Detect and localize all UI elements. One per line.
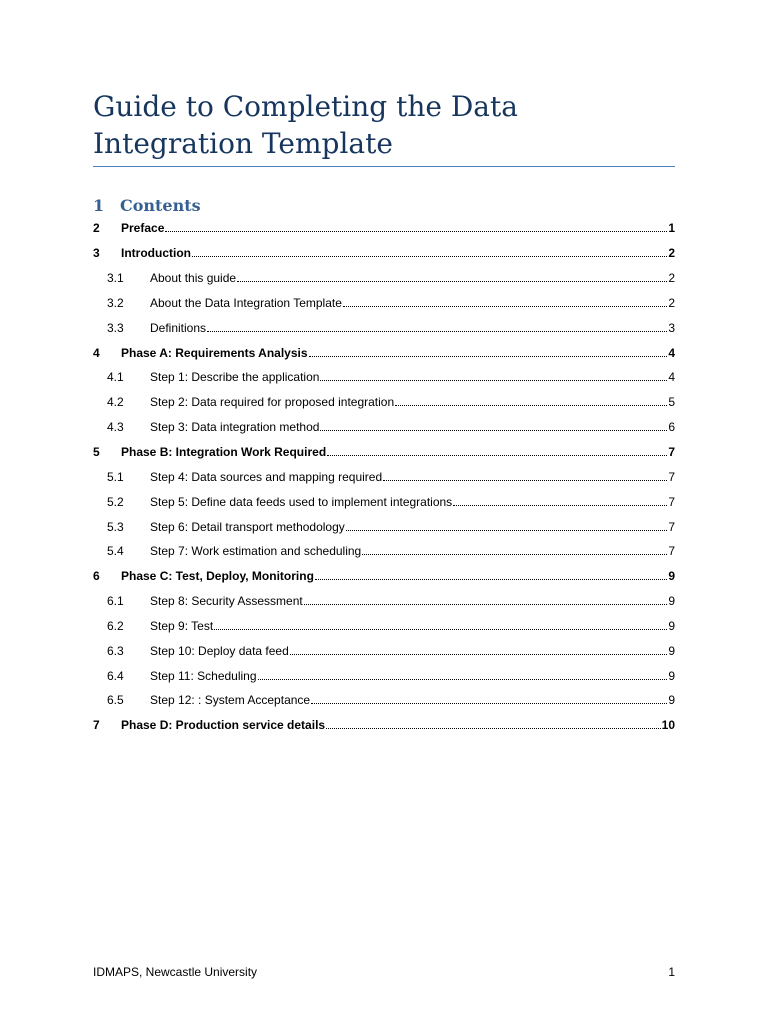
toc-entry-page-number: 9	[668, 668, 675, 683]
toc-entry-line	[150, 520, 675, 534]
toc-entry[interactable]	[93, 514, 675, 539]
toc-entry-line	[150, 693, 675, 707]
toc-entry[interactable]	[93, 539, 675, 564]
toc-entry-title: Step 1: Describe the application	[150, 370, 320, 385]
toc-entry-number: 5	[93, 445, 100, 460]
toc-entry[interactable]	[93, 315, 675, 340]
toc-entry-title: Preface	[121, 221, 165, 236]
toc-entry-page-number: 2	[668, 271, 675, 286]
toc-entry-number: 3.2	[107, 295, 124, 310]
toc-entry[interactable]	[93, 713, 675, 738]
toc-entry-line	[121, 718, 675, 732]
toc-entry-page-number: 2	[668, 246, 675, 261]
toc-entry-page-number: 2	[668, 295, 675, 310]
toc-entry-line	[150, 370, 675, 384]
toc-entry-title: Phase A: Requirements Analysis	[121, 345, 308, 360]
toc-entry-line	[150, 644, 675, 658]
toc-entry-line	[121, 569, 675, 583]
toc-dot-leader	[395, 405, 667, 406]
toc-entry[interactable]	[93, 266, 675, 291]
toc-entry-page-number: 9	[668, 594, 675, 609]
footer-page-number: 1	[668, 965, 675, 979]
toc-entry-title: Step 12: : System Acceptance	[150, 693, 311, 708]
toc-entry-title: About the Data Integration Template	[150, 295, 342, 310]
toc-entry[interactable]	[93, 464, 675, 489]
toc-entry[interactable]	[93, 365, 675, 390]
toc-entry-title: Step 4: Data sources and mapping required	[150, 469, 383, 484]
toc-entry[interactable]	[93, 489, 675, 514]
toc-entry-page-number: 4	[668, 370, 675, 385]
toc-dot-leader	[237, 281, 667, 282]
toc-entry-line	[150, 271, 675, 285]
toc-entry-number: 6.1	[107, 594, 124, 609]
toc-dot-leader	[258, 679, 668, 680]
toc-dot-leader	[214, 629, 667, 630]
title-underline	[93, 166, 675, 167]
toc-entry-number: 4	[93, 345, 100, 360]
toc-entry-number: 7	[93, 718, 100, 733]
toc-entry-line	[150, 495, 675, 509]
toc-dot-leader	[207, 331, 667, 332]
toc-entry-page-number: 7	[668, 494, 675, 509]
toc-entry[interactable]	[93, 440, 675, 465]
toc-dot-leader	[320, 430, 667, 431]
toc-dot-leader	[346, 530, 668, 531]
toc-entry-page-number: 5	[668, 395, 675, 410]
toc-entry-line	[150, 619, 675, 633]
toc-dot-leader	[192, 256, 667, 257]
toc-entry-title: Phase C: Test, Deploy, Monitoring	[121, 569, 314, 584]
toc-entry-page-number: 1	[668, 221, 675, 236]
toc-dot-leader	[309, 356, 668, 357]
toc-dot-leader	[326, 728, 661, 729]
toc-entry-number: 5.4	[107, 544, 124, 559]
toc-entry-number: 3.3	[107, 320, 124, 335]
toc-entry[interactable]	[93, 340, 675, 365]
toc-entry-number: 6.4	[107, 668, 124, 683]
contents-heading-number: 1	[93, 196, 105, 215]
toc-entry[interactable]	[93, 688, 675, 713]
page-footer	[93, 965, 675, 979]
toc-entry-number: 6.2	[107, 618, 124, 633]
toc-entry-page-number: 10	[661, 718, 675, 733]
toc-entry-line	[121, 346, 675, 360]
toc-entry-title: Phase D: Production service details	[121, 718, 326, 733]
toc-entry-number: 5.1	[107, 469, 124, 484]
toc-entry-page-number: 7	[668, 519, 675, 534]
toc-dot-leader	[315, 579, 667, 580]
toc-entry-page-number: 3	[668, 320, 675, 335]
toc-entry-number: 6	[93, 569, 100, 584]
toc-entry-line	[150, 420, 675, 434]
toc-entry-title: Step 7: Work estimation and scheduling	[150, 544, 362, 559]
toc-entry-page-number: 9	[668, 569, 675, 584]
contents-heading	[93, 196, 201, 215]
toc-entry-number: 2	[93, 221, 100, 236]
toc-entry[interactable]	[93, 241, 675, 266]
toc-entry-title: About this guide	[150, 271, 237, 286]
toc-entry-title: Definitions	[150, 320, 207, 335]
toc-dot-leader	[311, 703, 667, 704]
toc-entry-page-number: 6	[668, 420, 675, 435]
toc-entry-title: Step 9: Test	[150, 618, 214, 633]
toc-entry-title: Step 10: Deploy data feed	[150, 643, 289, 658]
toc-entry-number: 5.3	[107, 519, 124, 534]
toc-entry[interactable]	[93, 663, 675, 688]
toc-entry-page-number: 9	[668, 693, 675, 708]
toc-entry-number: 3.1	[107, 271, 124, 286]
toc-dot-leader	[327, 455, 667, 456]
toc-entry[interactable]	[93, 390, 675, 415]
toc-dot-leader	[383, 480, 667, 481]
toc-entry[interactable]	[93, 614, 675, 639]
toc-entry-title: Step 8: Security Assessment	[150, 594, 303, 609]
toc-entry-line	[150, 544, 675, 558]
toc-dot-leader	[304, 604, 668, 605]
table-of-contents	[93, 216, 675, 738]
toc-entry[interactable]	[93, 415, 675, 440]
toc-entry-page-number: 9	[668, 618, 675, 633]
toc-entry-title: Introduction	[121, 246, 191, 261]
toc-entry-line	[150, 669, 675, 683]
footer-text: IDMAPS, Newcastle University	[93, 965, 258, 979]
toc-dot-leader	[362, 554, 667, 555]
toc-dot-leader	[453, 505, 667, 506]
toc-entry-line	[121, 246, 675, 260]
toc-entry-page-number: 7	[668, 469, 675, 484]
toc-entry-number: 4.1	[107, 370, 124, 385]
toc-entry-line	[150, 296, 675, 310]
toc-entry-title: Step 3: Data integration method	[150, 420, 320, 435]
toc-entry-number: 6.3	[107, 643, 124, 658]
toc-dot-leader	[320, 380, 667, 381]
toc-entry-page-number: 7	[668, 445, 675, 460]
toc-entry-title: Step 6: Detail transport methodology	[150, 519, 345, 534]
toc-entry-title: Phase B: Integration Work Required	[121, 445, 327, 460]
toc-dot-leader	[343, 306, 667, 307]
toc-entry[interactable]	[93, 216, 675, 241]
contents-heading-text: Contents	[120, 196, 201, 215]
toc-entry-line	[150, 470, 675, 484]
toc-entry-number: 3	[93, 246, 100, 261]
toc-entry-number: 6.5	[107, 693, 124, 708]
toc-dot-leader	[165, 231, 667, 232]
toc-entry-page-number: 9	[668, 643, 675, 658]
toc-entry[interactable]	[93, 638, 675, 663]
toc-entry-title: Step 11: Scheduling	[150, 668, 257, 683]
toc-entry[interactable]	[93, 564, 675, 589]
toc-entry-number: 4.3	[107, 420, 124, 435]
toc-entry[interactable]	[93, 589, 675, 614]
toc-entry-line	[150, 395, 675, 409]
toc-entry-title: Step 5: Define data feeds used to implement integrations	[150, 494, 453, 509]
toc-dot-leader	[290, 654, 668, 655]
toc-entry-title: Step 2: Data required for proposed integration	[150, 395, 395, 410]
toc-entry-line	[121, 445, 675, 459]
toc-entry[interactable]	[93, 291, 675, 316]
toc-entry-number: 4.2	[107, 395, 124, 410]
toc-entry-line	[121, 221, 675, 235]
document-title: Guide to Completing the Data Integration Template	[93, 90, 518, 160]
toc-entry-page-number: 4	[668, 345, 675, 360]
toc-entry-number: 5.2	[107, 494, 124, 509]
toc-entry-page-number: 7	[668, 544, 675, 559]
toc-entry-line	[150, 321, 675, 335]
toc-entry-line	[150, 594, 675, 608]
